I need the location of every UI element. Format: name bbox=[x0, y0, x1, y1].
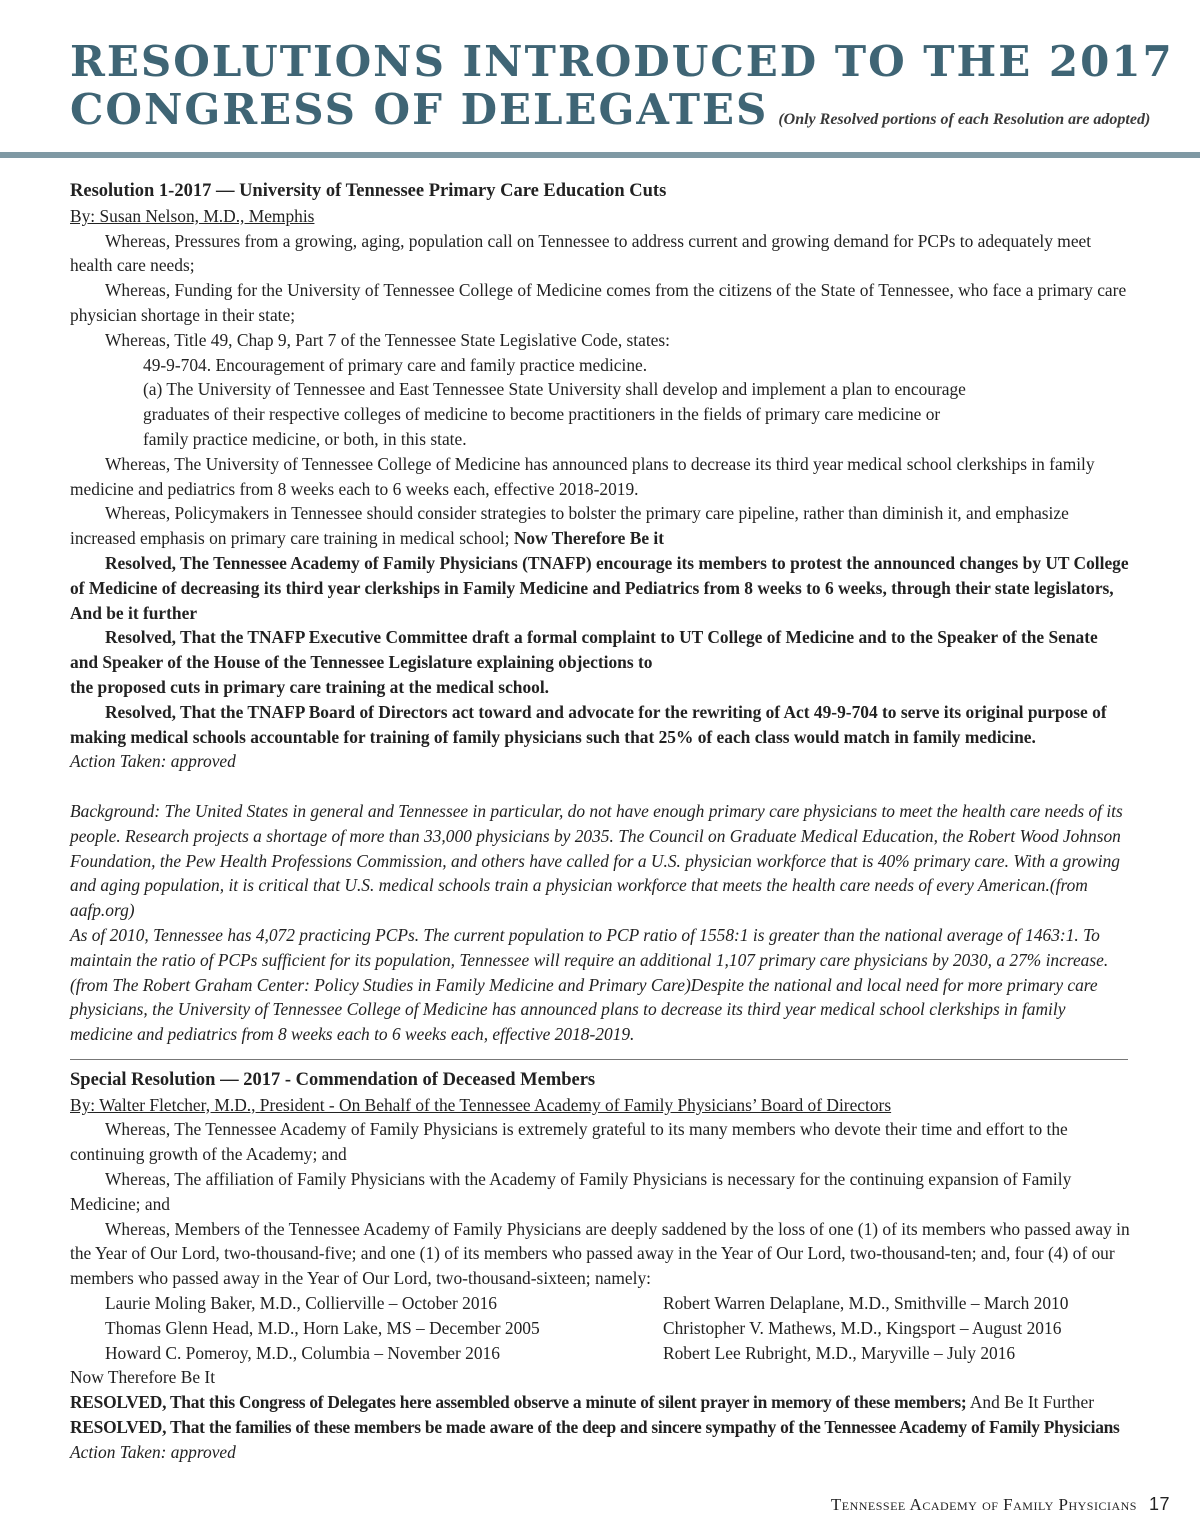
header-divider bbox=[0, 152, 1200, 158]
page-title-line2 bbox=[70, 86, 1180, 144]
whereas-clause: Whereas, The affiliation of Family Physicians with the Academy of Family Physicians is necessary for the continuing expansion of Family Medicine; and bbox=[70, 1169, 1072, 1214]
member-entry: Laurie Moling Baker, M.D., Collierville – October 2016 bbox=[105, 1293, 497, 1314]
whereas-clause: Whereas, Title 49, Chap 9, Part 7 of the Tennessee State Legislative Code, states: bbox=[105, 329, 670, 350]
member-entry: Christopher V. Mathews, M.D., Kingsport – August 2016 bbox=[663, 1317, 1062, 1338]
resolution-title: Resolution 1-2017 — University of Tennessee Primary Care Education Cuts bbox=[70, 181, 667, 201]
spacer bbox=[70, 774, 1130, 799]
whereas-clause: Whereas, Funding for the University of Tennessee College of Medicine comes from the citizens of the State of Tennessee, who face a primary care physician shortage in their state; bbox=[70, 280, 1127, 325]
member-entry: Thomas Glenn Head, M.D., Horn Lake, MS – December 2005 bbox=[105, 1317, 540, 1338]
action-taken: Action Taken: approved bbox=[70, 1441, 236, 1462]
resolved-clause: Resolved, The Tennessee Academy of Family Physicians (TNAFP) encourage its members to protest the announced changes by UT College of Medicine of decreasing its third year clerkships in Family Medicine and Pediatrics from 8 weeks to 6 weeks, through their state legislators, And be it further bbox=[70, 552, 1129, 623]
member-entry: Howard C. Pomeroy, M.D., Columbia – November 2016 bbox=[105, 1342, 500, 1363]
page-number: 17 bbox=[1148, 1494, 1170, 1514]
resolved-tail: And Be It Further bbox=[969, 1392, 1095, 1413]
whereas-text: Whereas, Policymakers in Tennessee should consider strategies to bolster the primary care pipeline, rather than diminish it, and emphasize increased emphasis on primary care training in medical school; bbox=[70, 503, 1069, 549]
background-text: Background: The United States in general and Tennessee in particular, do not have enough primary care physicians to meet the health care needs of its people. Research projects a shortage of more than 33,000 physicians by 2035. The Council on Graduate Medical Education, the Robert Wood Johnson Foundation, the Pew Health Professions Commission, and others have called for a U.S. physician workforce that is 40% primary care. With a growing and aging population, it is critical that U.S. medical schools train a physician workforce that meets the health care needs of every American.(from aafp.org) bbox=[70, 800, 1123, 921]
resolved-clause-cont: the proposed cuts in primary care training at the medical school. bbox=[70, 676, 550, 697]
page-title-text: CONGRESS OF DELEGATES bbox=[70, 85, 769, 134]
resolved-clause: Resolved, That the TNAFP Executive Committee draft a formal complaint to UT College of Medicine and to the Speaker of the Senate and Speaker of the House of the Tennessee Legislature explaining objections to bbox=[70, 627, 1098, 673]
footer-organization: Tennessee Academy of Family Physicians bbox=[830, 1495, 1137, 1514]
resolution-title: Special Resolution — 2017 - Commendation of Deceased Members bbox=[70, 1069, 596, 1090]
action-taken: Action Taken: approved bbox=[70, 751, 236, 772]
whereas-clause: Whereas, The University of Tennessee College of Medicine has announced plans to decrease its third year medical school clerkships in family medicine and pediatrics from 8 weeks each to 6 weeks each, effective 2018-2019. bbox=[70, 453, 1095, 499]
header-note: (Only Resolved portions of each Resolution are adopted) bbox=[778, 111, 1151, 128]
resolution-1-2017 bbox=[70, 179, 1130, 1047]
special-resolution-2017 bbox=[70, 1068, 1130, 1465]
whereas-clause: Whereas, Members of the Tennessee Academy of Family Physicians are deeply saddened by the loss of one (1) of its members who passed away in the Year of Our Lord, two-thousand-five; and one (1) of its members who passed away in the Year of Our Lord, two-thousand-ten; and, four (4) of our members who passed away in the Year of Our Lord, two-thousand-sixteen; namely: bbox=[70, 1218, 1130, 1289]
resolved-clause: RESOLVED, That the families of these members be made aware of the deep and sincere sympathy of the Tennessee Academy of Family Physicians bbox=[70, 1417, 1120, 1438]
now-therefore: Now Therefore Be it bbox=[513, 528, 665, 549]
deceased-members-list bbox=[70, 1291, 1130, 1365]
code-citation-heading: 49-9-704. Encouragement of primary care and family practice medicine. bbox=[143, 354, 648, 375]
resolved-clause: Resolved, That the TNAFP Board of Directors act toward and advocate for the rewriting of Act 49-9-704 to serve its original purpose of making medical schools accountable for training of family physicians such that 25% of each class would match in family medicine. bbox=[70, 701, 1107, 747]
resolution-author: By: Susan Nelson, M.D., Memphis bbox=[70, 205, 315, 226]
page-header bbox=[70, 38, 1180, 144]
whereas-clause: Whereas, The Tennessee Academy of Family Physicians is extremely grateful to its many members who devote their time and effort to the continuing growth of the Academy; and bbox=[70, 1119, 1068, 1165]
code-citation-text: (a) The University of Tennessee and East Tennessee State University shall develop and implement a plan to encourage graduates of their respective colleges of medicine to become practitioners in the fields of primary care medicine or family practice medicine, or both, in this state. bbox=[143, 379, 966, 449]
page-content bbox=[70, 179, 1130, 1465]
resolved-clause bbox=[70, 1390, 1130, 1415]
page-footer bbox=[831, 1494, 1170, 1515]
section-divider bbox=[70, 1059, 1128, 1060]
now-therefore: Now Therefore Be It bbox=[70, 1367, 216, 1388]
member-entry: Robert Lee Rubright, M.D., Maryville – July 2016 bbox=[663, 1342, 1016, 1363]
whereas-clause: Whereas, Pressures from a growing, aging, population call on Tennessee to address current and growing demand for PCPs to adequately meet health care needs; bbox=[70, 230, 1092, 276]
page-title-line1: RESOLUTIONS INTRODUCED TO THE 2017 bbox=[70, 37, 1174, 86]
resolution-author: By: Walter Fletcher, M.D., President - On Behalf of the Tennessee Academy of Family Physicians’ Board of Directors bbox=[70, 1094, 892, 1115]
whereas-clause bbox=[70, 501, 1130, 551]
member-entry: Robert Warren Delaplane, M.D., Smithville – March 2010 bbox=[663, 1293, 1069, 1314]
resolved-text: RESOLVED, That this Congress of Delegates here assembled observe a minute of silent prayer in memory of these members; bbox=[70, 1392, 967, 1413]
background-text: As of 2010, Tennessee has 4,072 practicing PCPs. The current population to PCP ratio of 1558:1 is greater than the national average of 1463:1. To maintain the ratio of PCPs sufficient for its population, Tennessee will require an additional 1,107 primary care physicians by 2030, a 27% increase.(from The Robert Graham Center: Policy Studies in Family Medicine and Primary Care)Despite the national and local need for more primary care physicians, the University of Tennessee College of Medicine has announced plans to decrease its third year medical school clerkships in family medicine and pediatrics from 8 weeks each to 6 weeks each, effective 2018-2019. bbox=[70, 924, 1109, 1045]
